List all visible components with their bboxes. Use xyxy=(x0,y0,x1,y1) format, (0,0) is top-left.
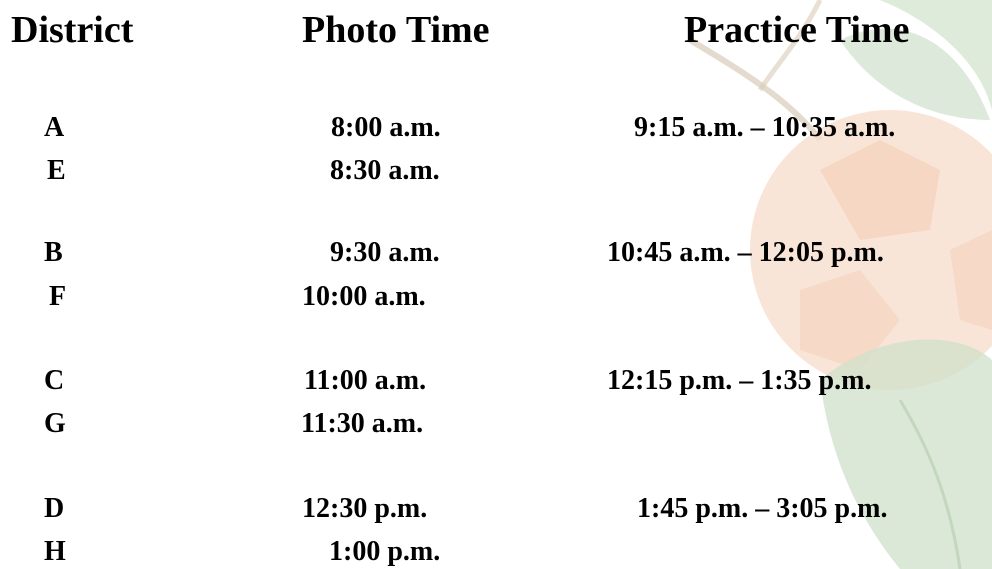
photo-time-cell: 9:30 a.m. xyxy=(330,237,440,268)
practice-time-cell: 12:15 p.m. – 1:35 p.m. xyxy=(607,365,872,396)
district-cell: D xyxy=(44,493,65,524)
photo-time-cell: 12:30 p.m. xyxy=(302,493,428,524)
photo-time-cell: 1:00 p.m. xyxy=(329,536,441,567)
district-cell: G xyxy=(44,408,66,439)
district-cell: F xyxy=(49,281,67,312)
photo-time-cell: 11:30 a.m. xyxy=(301,408,424,439)
district-cell: C xyxy=(44,365,65,396)
header-photo-time: Photo Time xyxy=(302,9,490,51)
practice-time-cell: 1:45 p.m. – 3:05 p.m. xyxy=(637,493,888,524)
district-cell: A xyxy=(44,112,65,143)
district-cell: H xyxy=(44,536,66,567)
photo-time-cell: 11:00 a.m. xyxy=(304,365,427,396)
practice-time-cell: 9:15 a.m. – 10:35 a.m. xyxy=(634,112,896,143)
header-district: District xyxy=(11,9,134,51)
photo-time-cell: 8:30 a.m. xyxy=(330,155,440,186)
district-cell: E xyxy=(47,155,66,186)
photo-time-cell: 8:00 a.m. xyxy=(331,112,441,143)
district-cell: B xyxy=(44,237,63,268)
photo-time-cell: 10:00 a.m. xyxy=(302,281,426,312)
practice-time-cell: 10:45 a.m. – 12:05 p.m. xyxy=(607,237,884,268)
header-practice-time: Practice Time xyxy=(684,9,910,51)
